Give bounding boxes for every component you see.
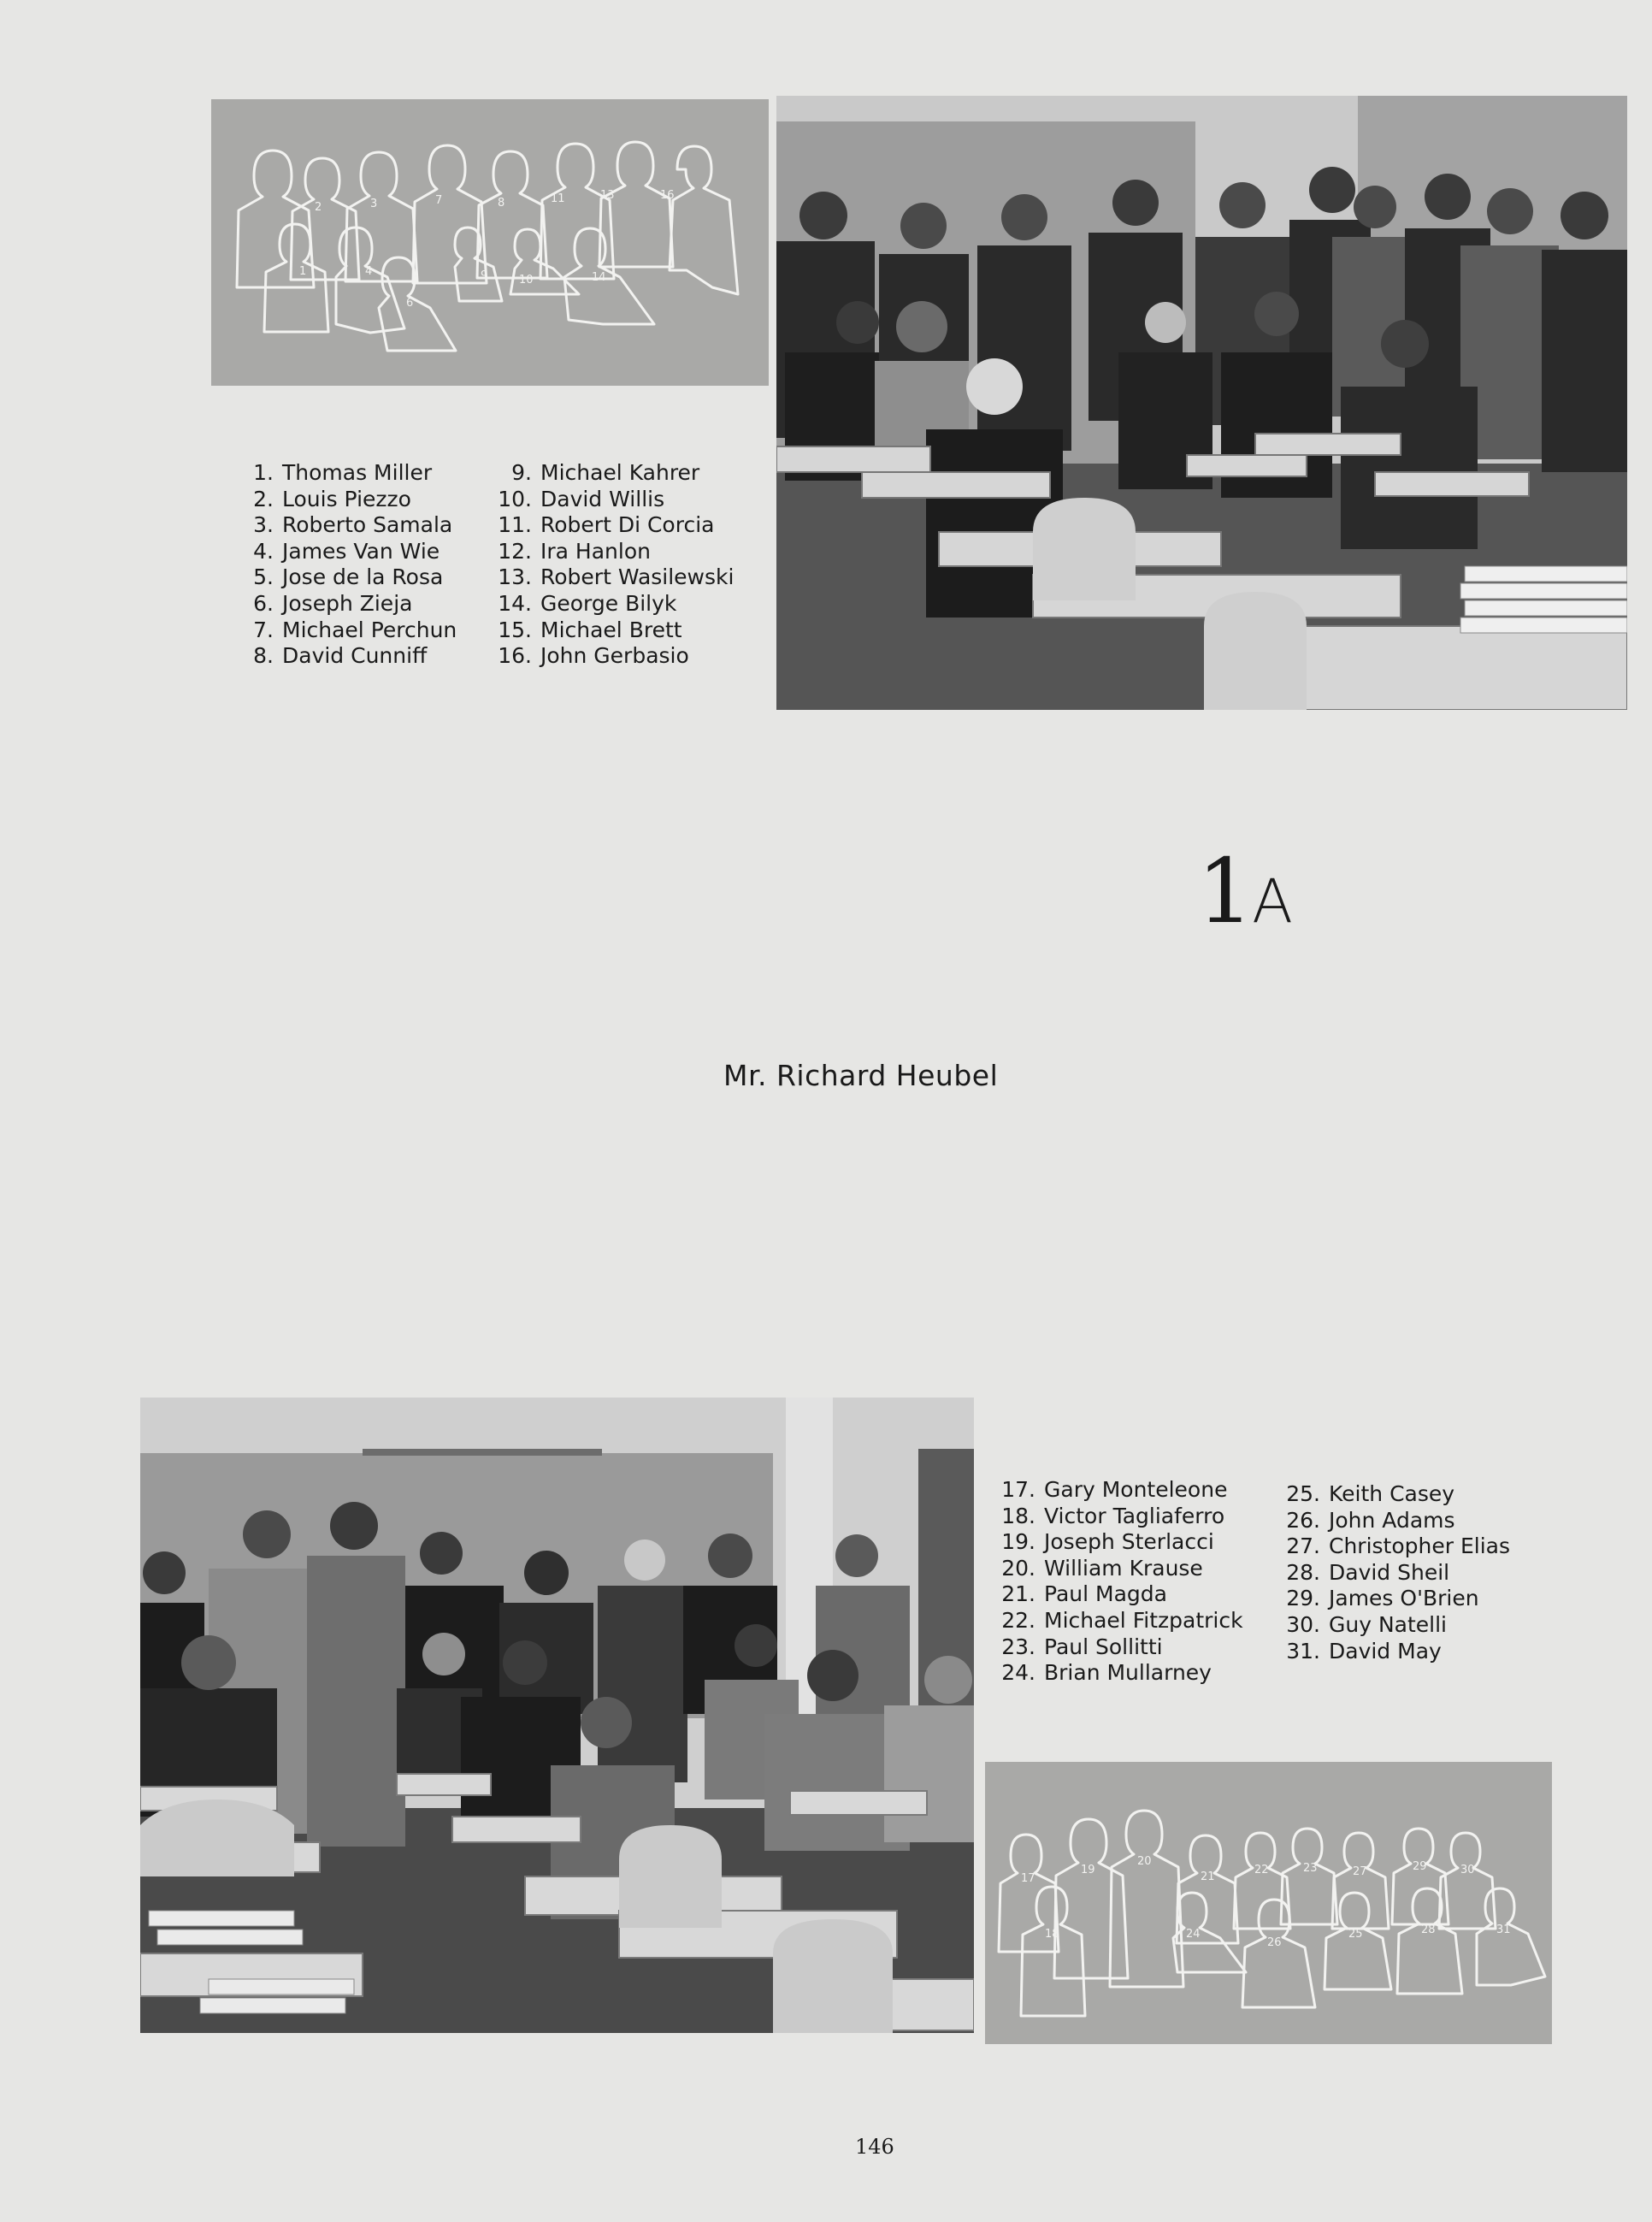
svg-text:25: 25 — [1348, 1928, 1363, 1941]
list-item — [494, 512, 734, 539]
top-name-list-col2 — [494, 460, 734, 670]
list-item — [1283, 1639, 1510, 1665]
list-item-name: John Gerbasio — [540, 643, 689, 669]
section-letter: A — [1252, 866, 1294, 937]
list-item-number: 21. — [1001, 1581, 1035, 1607]
list-item-number: 2. — [253, 486, 274, 511]
bottom-key-diagram — [985, 1762, 1552, 2044]
silhouette-outlines — [985, 1762, 1552, 2044]
list-item — [248, 512, 457, 539]
list-item-name: Michael Kahrer — [540, 460, 700, 485]
list-item-name: Jose de la Rosa — [282, 564, 444, 590]
svg-text:23: 23 — [1303, 1862, 1318, 1875]
list-item-name: William Krause — [1044, 1555, 1203, 1581]
list-item — [494, 460, 734, 487]
list-item-name: James Van Wie — [282, 538, 440, 564]
list-item — [248, 618, 457, 644]
svg-text:21: 21 — [1201, 1870, 1215, 1883]
list-item — [248, 591, 457, 618]
svg-text:7: 7 — [435, 194, 443, 207]
top-name-list-col1 — [248, 460, 457, 670]
list-item-number: 25. — [1286, 1481, 1320, 1506]
list-item — [1283, 1612, 1510, 1639]
list-item-name: Guy Natelli — [1329, 1611, 1448, 1637]
list-item-name: Robert Di Corcia — [540, 512, 715, 538]
list-item-name: Brian Mullarney — [1044, 1660, 1212, 1686]
svg-text:19: 19 — [1081, 1864, 1095, 1876]
section-number: 1 — [1197, 839, 1253, 943]
list-item-number: 6. — [253, 590, 274, 616]
list-item-number: 5. — [253, 564, 274, 590]
list-item-number: 13. — [498, 564, 532, 590]
list-item-number: 12. — [498, 538, 532, 564]
list-item — [248, 643, 457, 670]
list-item — [998, 1504, 1243, 1530]
list-item — [248, 564, 457, 591]
list-item — [998, 1608, 1243, 1634]
list-item-number: 19. — [1001, 1529, 1035, 1555]
list-item-name: Michael Perchun — [282, 617, 457, 642]
list-item-number: 7. — [253, 617, 274, 642]
svg-text:31: 31 — [1496, 1924, 1511, 1936]
list-item-name: Louis Piezzo — [282, 486, 411, 511]
list-item — [494, 643, 734, 670]
list-item-number: 3. — [253, 512, 274, 538]
svg-text:24: 24 — [1186, 1928, 1201, 1941]
list-item-number: 18. — [1001, 1503, 1035, 1528]
svg-text:18: 18 — [1045, 1928, 1059, 1941]
list-item-name: Joseph Zieja — [282, 590, 413, 616]
top-key-diagram — [211, 99, 769, 386]
svg-text:3: 3 — [370, 198, 378, 210]
list-item-name: Robert Wasilewski — [540, 564, 735, 590]
list-item-number: 14. — [498, 590, 532, 616]
list-item — [494, 487, 734, 513]
list-item-number: 31. — [1286, 1638, 1320, 1664]
list-item-number: 1. — [253, 460, 274, 485]
svg-text:4: 4 — [365, 265, 373, 278]
list-item-name: Ira Hanlon — [540, 538, 651, 564]
svg-text:16: 16 — [660, 189, 675, 202]
list-item-number: 4. — [253, 538, 274, 564]
svg-text:13: 13 — [600, 189, 615, 202]
section-title — [1197, 839, 1294, 943]
list-item-name: James O'Brien — [1329, 1586, 1479, 1611]
svg-text:22: 22 — [1254, 1864, 1269, 1876]
list-item-name: Roberto Samala — [282, 512, 453, 538]
svg-text:29: 29 — [1413, 1860, 1427, 1873]
list-item — [1283, 1560, 1510, 1587]
list-item-name: Michael Fitzpatrick — [1044, 1607, 1243, 1633]
bottom-name-list-col1 — [998, 1477, 1243, 1687]
list-item-name: Paul Sollitti — [1044, 1634, 1163, 1659]
list-item-number: 24. — [1001, 1660, 1035, 1686]
svg-text:28: 28 — [1421, 1924, 1436, 1936]
svg-text:1: 1 — [299, 265, 307, 278]
list-item — [1283, 1534, 1510, 1560]
list-item-number: 10. — [498, 486, 532, 511]
list-item-name: David Willis — [540, 486, 665, 511]
list-item — [998, 1556, 1243, 1582]
list-item — [998, 1581, 1243, 1608]
list-item-number: 8. — [253, 643, 274, 669]
page-number: 146 — [855, 2135, 894, 2159]
list-item — [998, 1477, 1243, 1504]
list-item — [998, 1634, 1243, 1661]
list-item-number: 30. — [1286, 1611, 1320, 1637]
list-item-number: 11. — [498, 512, 532, 538]
list-item-name: George Bilyk — [540, 590, 677, 616]
list-item-name: Christopher Elias — [1329, 1534, 1510, 1559]
list-item-name: Gary Monteleone — [1044, 1477, 1228, 1502]
silhouette-outlines — [211, 99, 769, 386]
list-item — [248, 539, 457, 565]
svg-text:20: 20 — [1137, 1855, 1152, 1868]
list-item-name: Joseph Sterlacci — [1044, 1529, 1214, 1555]
svg-text:17: 17 — [1021, 1872, 1035, 1885]
list-item-name: Keith Casey — [1329, 1481, 1455, 1506]
list-item-number: 16. — [498, 643, 532, 669]
list-item-number: 29. — [1286, 1586, 1320, 1611]
list-item-number: 23. — [1001, 1634, 1035, 1659]
list-item-number: 20. — [1001, 1555, 1035, 1581]
bottom-name-list-col2 — [1283, 1481, 1510, 1664]
svg-text:14: 14 — [592, 271, 606, 284]
list-item-name: David Cunniff — [282, 643, 428, 669]
list-item-name: Michael Brett — [540, 617, 682, 642]
list-item-number: 28. — [1286, 1559, 1320, 1585]
list-item-number: 27. — [1286, 1534, 1320, 1559]
top-class-photo — [776, 96, 1627, 710]
list-item-name: David Sheil — [1329, 1559, 1450, 1585]
list-item — [494, 591, 734, 618]
list-item — [494, 618, 734, 644]
list-item-name: Thomas Miller — [282, 460, 433, 485]
list-item — [998, 1529, 1243, 1556]
svg-text:27: 27 — [1353, 1865, 1367, 1878]
list-item-name: John Adams — [1329, 1507, 1455, 1533]
list-item-number: 9. — [511, 460, 532, 485]
list-item — [1283, 1508, 1510, 1534]
svg-text:11: 11 — [551, 192, 565, 205]
list-item — [1283, 1481, 1510, 1508]
list-item — [494, 564, 734, 591]
svg-text:8: 8 — [498, 197, 505, 210]
list-item — [998, 1660, 1243, 1687]
teacher-name: Mr. Richard Heubel — [723, 1059, 999, 1092]
svg-text:6: 6 — [406, 297, 414, 310]
list-item — [248, 487, 457, 513]
svg-text:26: 26 — [1267, 1936, 1282, 1949]
bottom-class-photo — [140, 1398, 974, 2033]
list-item-number: 26. — [1286, 1507, 1320, 1533]
list-item — [1283, 1586, 1510, 1612]
svg-text:9: 9 — [481, 269, 488, 282]
list-item — [248, 460, 457, 487]
list-item-name: David May — [1329, 1638, 1442, 1664]
list-item-number: 22. — [1001, 1607, 1035, 1633]
list-item-name: Victor Tagliaferro — [1044, 1503, 1225, 1528]
svg-text:10: 10 — [519, 274, 534, 287]
svg-text:2: 2 — [315, 201, 322, 214]
list-item-number: 15. — [498, 617, 532, 642]
list-item — [494, 539, 734, 565]
list-item-name: Paul Magda — [1044, 1581, 1167, 1607]
list-item-number: 17. — [1001, 1477, 1035, 1502]
svg-text:30: 30 — [1460, 1864, 1475, 1876]
